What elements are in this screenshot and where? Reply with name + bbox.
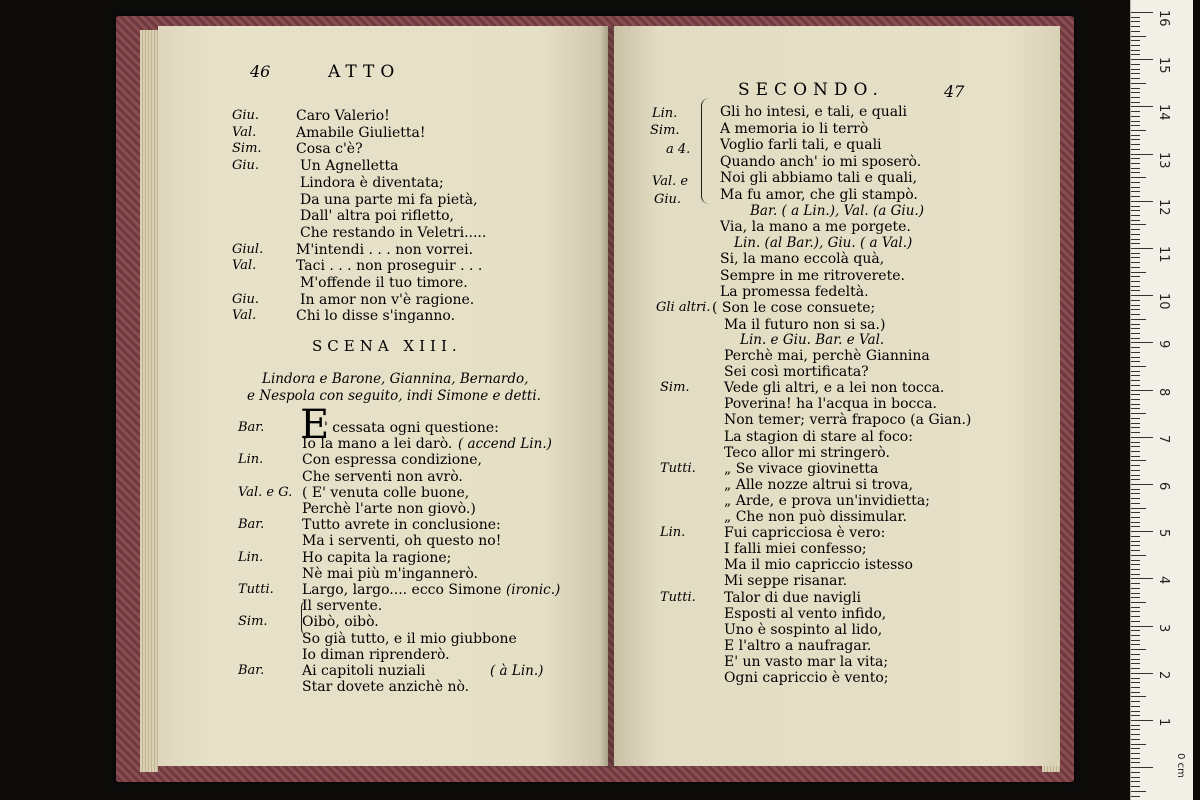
ruler-number: 13: [1156, 151, 1171, 169]
ruler-tick: [1131, 720, 1153, 721]
right-b-line: Via, la mano a me porgete.: [720, 219, 911, 235]
ruler-tick: [1131, 484, 1153, 485]
ruler-number: 7: [1156, 434, 1171, 444]
stage-direction-2: Lin. (al Bar.), Giu. ( a Val.): [734, 235, 913, 251]
ruler-tick: [1131, 607, 1140, 608]
left-bottom-speaker: Bar.: [238, 517, 265, 533]
ruler-tick: [1131, 286, 1140, 287]
ruler-tick: [1131, 163, 1140, 164]
right-e-line: Non temer; verrà frapoco (a Gian.): [724, 412, 972, 429]
stage-aside-1: ( accend Lin.): [458, 436, 552, 452]
ruler-tick: [1131, 40, 1140, 41]
left-top-speaker: Giu.: [232, 158, 260, 174]
right-group-speaker: Val. e: [652, 174, 689, 189]
left-top-line: Da una parte mi fa pietà,: [300, 191, 478, 208]
right-e-line: Sei così mortificata?: [724, 364, 869, 381]
ruler-tick: [1131, 659, 1140, 660]
ruler-tick: [1131, 437, 1153, 438]
ruler-tick: [1131, 375, 1140, 376]
left-top-speaker: Giul.: [232, 241, 264, 257]
ruler-tick: [1131, 357, 1140, 358]
ruler-tick: [1131, 479, 1140, 480]
ruler-tick: [1131, 300, 1140, 301]
right-e-line: I falli miei confesso;: [724, 541, 867, 558]
ruler-tick: [1131, 536, 1140, 537]
left-bottom-line: Il servente.: [302, 598, 383, 615]
ruler-tick: [1131, 196, 1140, 197]
ruler-tick: [1131, 578, 1153, 579]
ruler-tick: [1131, 451, 1140, 452]
ruler-tick: [1131, 762, 1140, 763]
ruler-tick: [1131, 394, 1140, 395]
ruler-tick: [1131, 399, 1140, 400]
ruler-tick: [1131, 257, 1140, 258]
ruler-tick: [1131, 69, 1140, 70]
ruler-tick: [1131, 328, 1140, 329]
ruler-tick: [1131, 611, 1140, 612]
ruler-tick: [1131, 88, 1140, 89]
ruler-tick: [1131, 522, 1140, 523]
ruler-number: 5: [1156, 529, 1171, 538]
page-edges-left: [140, 30, 158, 772]
ruler-tick: [1131, 102, 1140, 103]
right-e-line: Poverina! ha l'acqua in bocca.: [724, 396, 938, 413]
ruler-tick: [1131, 758, 1140, 759]
right-group-speaker: a 4.: [666, 142, 691, 157]
right-group-speaker: Giu.: [654, 192, 682, 207]
ruler-tick: [1131, 352, 1140, 353]
stage-direction-3: Lin. e Giu. Bar. e Val.: [740, 332, 885, 348]
ruler-number: 6: [1156, 482, 1171, 491]
ruler-tick: [1131, 715, 1140, 716]
ruler-tick: [1131, 248, 1153, 249]
ruler-tick: [1131, 560, 1140, 561]
ruler-tick: [1131, 460, 1146, 461]
right-e-line: „ Se vivace giovinetta: [724, 460, 879, 477]
ruler-tick: [1131, 50, 1140, 51]
ruler-tick: [1131, 569, 1140, 570]
left-bottom-speaker: Bar.: [238, 420, 265, 435]
ruler-tick: [1131, 531, 1153, 532]
left-top-line: Dall' altra poi rifletto,: [300, 208, 455, 225]
ruler-tick: [1131, 262, 1140, 263]
ruler-number: 10: [1156, 293, 1171, 310]
ruler-tick: [1131, 139, 1140, 140]
ruler-tick: [1131, 673, 1153, 674]
ruler-tick: [1131, 508, 1146, 509]
ruler-tick: [1131, 149, 1140, 150]
ruler-tick: [1131, 97, 1140, 98]
ruler-tick: [1131, 54, 1140, 55]
left-top-line: Lindora è diventata;: [300, 174, 444, 191]
ruler-tick: [1131, 64, 1140, 65]
left-page-number: 46: [250, 62, 271, 81]
ruler-tick: [1131, 701, 1140, 702]
ruler-tick: [1131, 498, 1140, 499]
ruler-tick: [1131, 640, 1140, 641]
left-bottom-line: Io la mano a lei darò.: [302, 436, 453, 453]
right-running-head: SECONDO.: [738, 80, 884, 100]
ruler-tick: [1131, 333, 1140, 334]
ruler-tick: [1131, 791, 1146, 792]
ruler-tick: [1131, 305, 1140, 306]
right-e-line: „ Alle nozze altrui si trova,: [724, 476, 914, 493]
left-bottom-speaker: Val. e G.: [238, 484, 293, 500]
ruler-tick: [1131, 191, 1140, 192]
ruler-tick: [1131, 168, 1140, 169]
ruler-tick: [1131, 210, 1140, 211]
ruler-tick: [1131, 706, 1140, 707]
left-bottom-line: Largo, largo.... ecco Simone: [302, 582, 502, 598]
right-d-line: Ma il futuro non si sa.): [724, 316, 886, 333]
right-e-line: La stagion di stare al foco:: [724, 428, 913, 445]
ruler-tick: [1131, 711, 1140, 712]
ruler-number: 1: [1156, 718, 1171, 727]
ruler-number: 11: [1156, 246, 1171, 263]
ruler-tick: [1131, 78, 1140, 79]
left-top-line: Che restando in Veletri.....: [300, 224, 487, 241]
ruler-tick: [1131, 418, 1140, 419]
cast-line-2: e Nespola con seguito, indi Simone e detti.: [247, 388, 541, 404]
ruler-tick: [1131, 626, 1153, 627]
ruler-tick: [1131, 172, 1140, 173]
right-e-speaker: Lin.: [660, 525, 686, 541]
right-d-line: ( Son le cose consuete;: [712, 300, 876, 316]
left-top-line: M'offende il tuo timore.: [300, 275, 468, 291]
right-e-line: Teco allor mi stringerò.: [724, 444, 890, 461]
right-e-line: Vede gli altri, e a lei non tocca.: [724, 380, 945, 397]
ruler-number: 16: [1156, 10, 1171, 27]
right-d-speaker: Gli altri.: [656, 300, 711, 315]
right-a-line: A memoria io li terrò: [720, 120, 869, 137]
left-top-line: Un Agnelletta: [300, 158, 399, 175]
left-bottom-speaker: Bar.: [238, 663, 265, 678]
ruler-tick: [1131, 92, 1140, 93]
ruler-tick: [1131, 215, 1140, 216]
ruler-tick: [1131, 446, 1140, 447]
left-bottom-line: Ma i serventi, oh questo no!: [302, 533, 502, 550]
left-top-speaker: Val.: [232, 308, 257, 324]
ruler-tick: [1131, 692, 1140, 693]
ruler-tick: [1131, 423, 1140, 424]
ruler-tick: [1131, 361, 1140, 362]
ruler-tick: [1131, 432, 1140, 433]
ruler-tick: [1131, 442, 1140, 443]
left-bottom-line: Io diman riprenderò.: [302, 646, 450, 663]
right-a-line: Voglio farli tali, e quali: [720, 137, 882, 153]
ruler-tick: [1131, 295, 1153, 296]
right-page-number: 47: [944, 82, 965, 101]
ruler-tick: [1131, 116, 1140, 117]
left-top-line: M'intendi . . . non vorrei.: [296, 241, 474, 258]
ruler-tick: [1131, 663, 1140, 664]
ruler-number: 3: [1156, 623, 1171, 632]
ruler-tick: [1131, 45, 1140, 46]
ruler-tick: [1131, 267, 1140, 268]
right-e-line: Perchè mai, perchè Giannina: [724, 348, 930, 364]
ruler-tick: [1131, 729, 1140, 730]
right-e-line: Esposti al vento infido,: [724, 605, 887, 622]
left-bottom-line: So già tutto, e il mio giubbone: [302, 630, 517, 647]
ruler-tick: [1131, 272, 1146, 273]
ruler-tick: [1131, 234, 1140, 235]
ruler-tick: [1131, 541, 1140, 542]
ruler-tick: [1131, 276, 1140, 277]
left-bottom-line: Tutto avrete in conclusione:: [302, 517, 501, 534]
left-bottom-line: ' cessata ogni questione:: [324, 420, 499, 436]
right-e-line: Ogni capriccio è vento;: [724, 670, 889, 686]
right-e-line: E' un vasto mar la vita;: [724, 653, 889, 670]
ruler-tick: [1131, 206, 1140, 207]
ruler-tick: [1131, 404, 1140, 405]
left-top-line: Taci . . . non proseguir . . .: [296, 258, 483, 275]
right-e-line: Uno è sospinto al lido,: [724, 621, 883, 638]
ruler-tick: [1131, 574, 1140, 575]
ruler-tick: [1131, 26, 1140, 27]
right-e-line: Fui capricciosa è vero:: [724, 525, 886, 542]
ruler-tick: [1131, 182, 1140, 183]
right-c-line: Sempre in me ritroverete.: [720, 267, 905, 284]
ruler-tick: [1131, 489, 1140, 490]
ruler-tick: [1131, 31, 1140, 32]
ruler-tick: [1131, 526, 1140, 527]
ruler-tick: [1131, 319, 1146, 320]
left-bottom-line: Con espressa condizione,: [302, 452, 482, 469]
ruler-tick: [1131, 786, 1140, 787]
ruler-tick: [1131, 144, 1140, 145]
right-e-line: Ma il mio capriccio istesso: [724, 557, 913, 574]
measuring-ruler: [1130, 0, 1193, 800]
right-a-line: Noi gli abbiamo tali e quali,: [720, 170, 918, 186]
ruler-number: 15: [1156, 57, 1171, 74]
ruler-tick: [1131, 649, 1146, 650]
ruler-tick: [1131, 687, 1140, 688]
ruler-tick: [1131, 616, 1140, 617]
ruler-tick: [1131, 281, 1140, 282]
right-e-line: E l'altro a naufragar.: [724, 637, 872, 654]
ruler-tick: [1131, 630, 1140, 631]
ruler-tick: [1131, 177, 1146, 178]
ruler-tick: [1131, 470, 1140, 471]
right-group-speaker: Sim.: [650, 123, 680, 138]
ruler-tick: [1131, 739, 1140, 740]
ruler-tick: [1131, 545, 1140, 546]
ruler-tick: [1131, 583, 1140, 584]
left-top-speaker: Giu.: [232, 108, 260, 123]
left-running-head: ATTO: [328, 62, 401, 82]
left-bottom-line: Che serventi non avrò.: [302, 468, 463, 485]
right-e-line: „ Che non può dissimular.: [724, 509, 907, 525]
ruler-tick: [1131, 427, 1140, 428]
ruler-tick: [1131, 125, 1140, 126]
stage-aside-3: ( à Lin.): [490, 663, 544, 679]
ruler-number: 12: [1156, 198, 1171, 216]
right-e-line: Mi seppe risanar.: [724, 573, 848, 590]
ruler-number: 9: [1156, 340, 1171, 349]
ruler-tick: [1131, 59, 1153, 60]
ruler-tick: [1131, 73, 1140, 74]
ruler-tick: [1131, 220, 1140, 221]
ruler-tick: [1131, 654, 1140, 655]
left-top-line: Cosa c'è?: [296, 141, 363, 158]
left-bottom-line: Ho capita la ragione;: [302, 549, 452, 566]
ruler-tick: [1131, 678, 1140, 679]
drop-cap: E: [300, 402, 330, 448]
ruler-tick: [1131, 682, 1140, 683]
ruler-tick: [1131, 564, 1140, 565]
right-e-speaker: Tutti.: [660, 460, 696, 476]
ruler-unit-label: 0 cm: [1174, 753, 1186, 778]
right-a-line: Quando anch' io mi sposerò.: [720, 153, 922, 170]
ruler-tick: [1131, 493, 1140, 494]
left-top-line: Chi lo disse s'inganno.: [296, 308, 456, 325]
ruler-tick: [1131, 371, 1140, 372]
right-c-line: Si, la mano eccolà quà,: [720, 251, 885, 267]
ruler-tick: [1131, 503, 1140, 504]
left-bottom-line: Nè mai più m'ingannerò.: [302, 565, 479, 582]
left-bottom-speaker: Tutti.: [238, 582, 274, 597]
left-top-speaker: Val.: [232, 258, 257, 274]
left-top-speaker: Sim.: [232, 141, 262, 157]
ruler-tick: [1131, 597, 1140, 598]
ruler-tick: [1131, 187, 1140, 188]
ruler-tick: [1131, 83, 1146, 84]
brace-right: [701, 98, 716, 204]
ruler-tick: [1131, 555, 1146, 556]
ruler-tick: [1131, 696, 1146, 697]
ruler-tick: [1131, 517, 1140, 518]
left-bottom-line: Ai capitoli nuziali: [302, 663, 426, 679]
ruler-tick: [1131, 512, 1140, 513]
ruler-tick: [1131, 550, 1140, 551]
ruler-tick: [1131, 725, 1140, 726]
ruler-tick: [1131, 366, 1146, 367]
ruler-tick: [1131, 347, 1140, 348]
ruler-tick: [1131, 111, 1140, 112]
ruler-tick: [1131, 342, 1153, 343]
ruler-tick: [1131, 21, 1140, 22]
ruler-tick: [1131, 253, 1140, 254]
left-bottom-line: Star dovete anzichè nò.: [302, 679, 470, 696]
left-top-line: In amor non v'è ragione.: [300, 291, 475, 308]
ruler-tick: [1131, 17, 1140, 18]
ruler-tick: [1131, 243, 1140, 244]
left-bottom-line: Perchè l'arte non giovò.): [302, 501, 476, 517]
left-top-line: Amabile Giulietta!: [296, 124, 426, 141]
ruler-tick: [1131, 753, 1140, 754]
cast-line-1: Lindora e Barone, Giannina, Bernardo,: [262, 371, 529, 387]
ruler-tick: [1131, 772, 1140, 773]
ruler-tick: [1131, 408, 1140, 409]
left-top-speaker: Giu.: [232, 291, 260, 307]
ruler-tick: [1131, 135, 1140, 136]
right-a-line: Ma fu amor, che gli stampò.: [720, 186, 918, 203]
right-e-line: „ Arde, e prova un'invidietta;: [724, 492, 930, 509]
ruler-tick: [1131, 12, 1153, 13]
ruler-tick: [1131, 36, 1146, 37]
left-bottom-speaker: Lin.: [238, 549, 264, 565]
ruler-tick: [1131, 465, 1140, 466]
ruler-tick: [1131, 748, 1140, 749]
left-bottom-speaker: Sim.: [238, 614, 268, 630]
right-e-speaker: Sim.: [660, 380, 690, 396]
left-top-speaker: Val.: [232, 124, 257, 140]
ruler-tick: [1131, 106, 1153, 107]
ruler-number: 14: [1156, 104, 1171, 121]
stage-direction-1: Bar. ( a Lin.), Val. (a Giu.): [750, 203, 924, 219]
scene-title: SCENA XIII.: [312, 337, 462, 355]
ruler-tick: [1131, 635, 1140, 636]
right-a-line: Gli ho intesi, e tali, e quali: [720, 104, 908, 120]
ruler-tick: [1131, 767, 1153, 768]
ruler-tick: [1131, 309, 1140, 310]
ruler-number: 8: [1156, 387, 1171, 396]
ruler-tick: [1131, 777, 1140, 778]
right-e-speaker: Tutti.: [660, 589, 696, 605]
ruler-tick: [1131, 239, 1140, 240]
ruler-tick: [1131, 158, 1140, 159]
ruler-tick: [1131, 588, 1140, 589]
ruler-tick: [1131, 324, 1140, 325]
ruler-number: 2: [1156, 670, 1171, 680]
left-bottom-line: ( E' venuta colle buone,: [302, 484, 470, 501]
ruler-tick: [1131, 314, 1140, 315]
ruler-tick: [1131, 154, 1153, 155]
right-group-speaker: Lin.: [652, 106, 678, 121]
ruler-tick: [1131, 602, 1146, 603]
ruler-tick: [1131, 644, 1140, 645]
left-bottom-line: Oibò, oibò.: [302, 614, 379, 631]
ruler-tick: [1131, 413, 1146, 414]
ruler-tick: [1131, 744, 1146, 745]
ruler-tick: [1131, 456, 1140, 457]
ruler-tick: [1131, 621, 1140, 622]
ruler-tick: [1131, 121, 1140, 122]
ruler-tick: [1131, 229, 1140, 230]
ruler-tick: [1131, 130, 1146, 131]
ruler-tick: [1131, 734, 1140, 735]
ruler-tick: [1131, 796, 1140, 797]
ruler-tick: [1131, 593, 1140, 594]
ruler-tick: [1131, 385, 1140, 386]
ruler-number: 4: [1156, 576, 1171, 585]
stage-aside-2: (ironic.): [506, 582, 561, 598]
ruler-tick: [1131, 338, 1140, 339]
ruler-tick: [1131, 290, 1140, 291]
left-top-line: Caro Valerio!: [296, 108, 390, 124]
right-c-line: La promessa fedeltà.: [720, 284, 869, 300]
right-e-line: Talor di due navigli: [724, 589, 861, 606]
ruler-tick: [1131, 380, 1140, 381]
ruler-tick: [1131, 475, 1140, 476]
ruler-tick: [1131, 224, 1146, 225]
ruler-tick: [1131, 390, 1153, 391]
ruler-tick: [1131, 781, 1140, 782]
left-bottom-speaker: Lin.: [238, 452, 264, 468]
ruler-tick: [1131, 201, 1153, 202]
ruler-tick: [1131, 668, 1140, 669]
